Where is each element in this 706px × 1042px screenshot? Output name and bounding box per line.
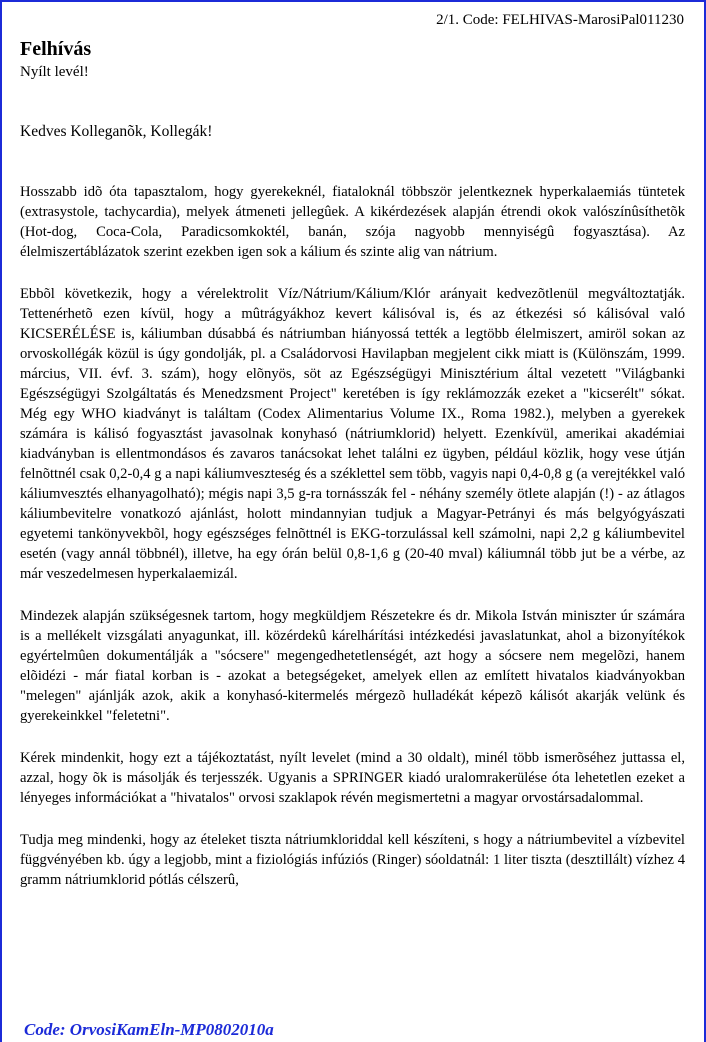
paragraph-2: Ebbõl következik, hogy a vérelektrolit Víz/Nátrium/Kálium/Klór arányait kedvezõtlenül megváltoztatják. Tettenérhetõ ezen kívül, hogy a mûtrágyákhoz kevert kálisóval is, és az étkezési só kálisóval való KICSERÉLÉSE is, káliumban dúsabbá és nátriumban hiányossá tették a legtöbb élelmiszert, amiröl sokan az orvoskollégák közül is úgy gondolják, pl. a Családorvosi Havilapban megjelent cikk miatt is (Különszám, 1999. március, VII. évf. 3. szám), hogy elõnyös, söt az Egészségügyi Minisztérium által vezetett "Világbanki Egészségügyi Szolgáltatás és Menedzsment Project" keretében is így reklámozzák ezeket a "kicserélt" sókat. Még egy WHO kiadványt is találtam (Codex Alimentarius Volume IX., Roma 1982.), melyben a gyerekek számára is kálisó fogyasztást javasolnak konyhasó (nátriumklorid) helyett. Ezenkívül, amerikai akadémiai kiadványban is ellentmondásos és zavaros tanácsokat lehet találni ez ügyben, például közlik, hogy vese útján felnõttnél csak 0,2-0,4 g a napi káliumveszteség és a széklettel sem több, vagyis napi 0,4-0,8 g (a verejtékkel való káliumvesztés elhanyagolható); mégis napi 3,5 g-ra tornásszák fel - néhány személy ötlete alapján (!) - az átlagos káliumbevitelre vonatkozó ajánlást, holott mindannyian tudjuk a Magyar-Petrányi és más belgyógyászati egyetemi tankönyvekbõl, hogy egészséges felnõttnél is EKG-torzulással kell számolni, napi 2,2 g káliumbevitel esetén (vagy annál többnél), illetve, ha egy órán belül 0,8-1,6 g (20-40 mval) káliumnál több jut be a vérbe, az már veszedelmesen hyperkalaemizál. (20, 286, 685, 582)
document-title: Felhívás (20, 38, 92, 60)
document-code-bottom: Code: OrvosiKamEln-MP0802010a (24, 1020, 274, 1039)
paragraph-4: Kérek mindenkit, hogy ezt a tájékoztatást, nyílt levelet (mind a 30 oldalt), minél több ismerõséhez juttassa el, azzal, hogy õk is másolják és terjesszék. Ugyanis a SPRINGER kiadó uralomrakerülése óta lehetetlen ezeket a lényeges információkat a "hivatalos" orvosi szaklapok révén megismertetni a magyar orvostársadalommal. (20, 750, 685, 806)
letter-greeting: Kedves Kolleganõk, Kollegák! (20, 123, 213, 140)
paragraph-1: Hosszabb idõ óta tapasztalom, hogy gyerekeknél, fiataloknál többször jelentkeznek hyperkalaemiás tüntetek (extrasystole, tachycardia), melyek átmeneti jellegûek. A kikérdezések alapján étrendi okok valószínûsíthetõk (Hot-dog, Coca-Cola, Paradicsomkoktél, banán, szója nagyobb mennyiségû fogyasztása). Az élelmiszertáblázatok szerint ezekben igen sok a kálium és szinte alig van nátrium. (20, 184, 685, 260)
document-subtitle: Nyílt levél! (20, 64, 89, 80)
paragraph-5: Tudja meg mindenki, hogy az ételeket tiszta nátriumkloriddal kell készíteni, s hogy a nátriumbevitel a vízbevitel függvényében kb. úgy a legjobb, mint a fiziológiás infúziós (Ringer) sóoldatnál: 1 liter tiszta (desztillált) vízhez 4 gramm nátriumklorid pótlás célszerû, (20, 832, 685, 888)
document-code-top: 2/1. Code: FELHIVAS-MarosiPal011230 (436, 12, 684, 28)
paragraph-3: Mindezek alapján szükségesnek tartom, hogy megküldjem Részetekre és dr. Mikola István miniszter úr számára is a mellékelt vizsgálati anyagunkat, ill. közérdekû kárelhárítási intézkedési javaslatunkat, ahol a bizonyítékok egyértelmûen dokumentálják a "sócsere" megengedhetetlenségét, azt hogy a sócsere nem megelõzi, hanem elõidézi - már fiatal korban is - azokat a betegségeket, amelyek ellen az említett hivatalos kiadványokban "melegen" ajánlják azok, akik a konyhasó-kitermelés mérgezõ hulladékát képezõ kálisót akarják velünk és gyerekeinkkel "feletetni". (20, 608, 685, 724)
letter-body (20, 182, 685, 912)
